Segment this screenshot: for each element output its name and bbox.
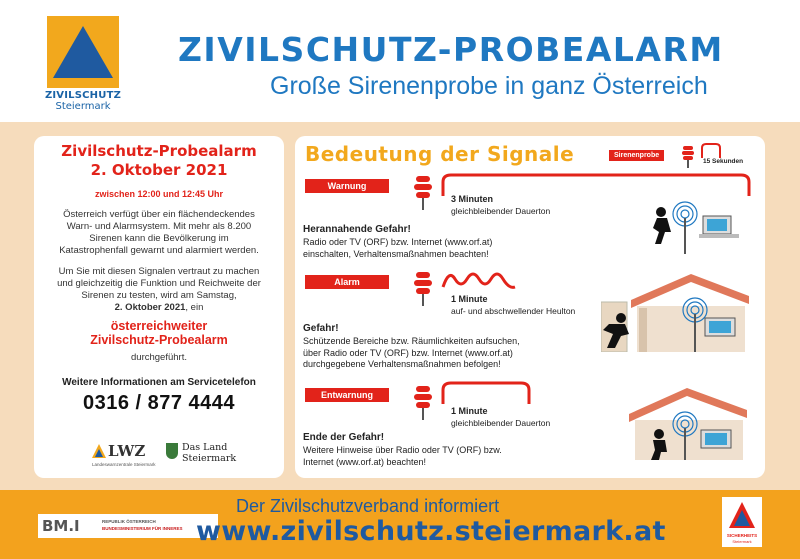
signal-desc: gleichbleibender Dauerton [451,206,551,216]
siren-icon [413,272,433,306]
event-time: zwischen 12:00 und 12:45 Uhr [94,189,224,199]
logo-square [47,16,119,88]
signal-label-warnung: Warnung [305,179,389,193]
signal-wave-entwarnung [441,380,531,404]
lwz-caption: Landeswarnzentrale Steiermark [92,462,156,467]
signal-desc: auf- und abschwellender Heulton [451,306,576,316]
legend-pulse-icon [699,142,723,158]
signal-text-line: über Radio oder TV (ORF) bzw. Internet (www.orf.at) [303,347,513,358]
land-text-1: Das Land [182,442,228,453]
page-title: ZIVILSCHUTZ-PROBEALARM [178,30,724,69]
lwz-text: LWZ [108,442,146,460]
signal-duration: 1 Minute [451,406,488,416]
signal-text-line: durchgegebene Verhaltensmaßnahmen befolgen! [303,359,501,369]
intro-line: Katastrophenfall gewarnt und alarmiert werden. [59,245,259,256]
bmi-line-1: REPUBLIK ÖSTERREICH [102,519,156,524]
done-text: durchgeführt. [131,352,187,363]
sicherheits-badge [722,497,762,547]
service-info: Weitere Informationen am Servicetelefon [62,377,256,388]
intro-line: Österreich verfügt über ein flächendeckendes [63,209,255,220]
purpose-tail: , ein [185,302,204,313]
partner-logos [92,442,237,470]
land-text-2: Steiermark [182,453,237,464]
info-panel [34,136,284,478]
purpose-paragraph [46,266,272,314]
bmi-text: BM.I [42,517,80,535]
service-phone[interactable]: 0316 / 877 4444 [82,392,236,414]
signal-text-line: Weitere Hinweise über Radio oder TV (ORF) bzw. [303,445,502,455]
badge-text-1: SICHERHEITS [726,533,758,538]
highlight-line-2: Zivilschutz-Probealarm [90,333,228,347]
signal-heading: Ende der Gefahr! [303,432,385,443]
signal-label-alarm: Alarm [305,275,389,289]
land-steiermark-logo [166,442,236,470]
purpose-date: 2. Oktober 2021 [114,302,186,313]
siren-icon [413,386,433,420]
footer [0,490,800,559]
logo-triangle-icon [47,16,119,88]
bmi-logo [38,514,218,538]
house-relief-scene-icon [625,384,751,460]
signal-text-line: einschalten, Verhaltensmaßnahmen beachten! [303,248,489,259]
signal-text [303,237,492,260]
purpose-line [46,302,272,314]
event-date: 2. Oktober 2021 [90,161,228,179]
logo-text-2: Steiermark [55,101,111,112]
purpose-line: Sirenen zu testen, wird am Samstag, [81,290,237,301]
lwz-triangle-icon [92,444,106,458]
signal-text-line: Schützende Bereiche bzw. Räumlichkeiten aufsuchen, [303,336,520,346]
siren-icon [413,176,433,210]
signal-heading: Gefahr! [303,323,339,334]
signal-wave-warnung [441,172,751,196]
siren-icon [681,146,695,168]
signals-panel [295,136,765,478]
legend-label: Sirenenprobe [609,150,664,161]
signal-duration: 3 Minuten [451,194,493,204]
footer-url-link[interactable]: www.zivilschutz.steiermark.at [196,516,666,547]
purpose-line: Um Sie mit diesen Signalen vertraut zu machen [58,266,260,277]
signal-text [303,336,520,371]
signal-text-line: Radio oder TV (ORF) bzw. Internet (www.orf.at) [303,237,493,247]
highlight-line-1: österreichweiter [110,319,208,333]
signal-duration: 1 Minute [451,294,488,304]
signal-text [303,445,502,468]
purpose-line: und gleichzeitig die Funktion und Reichweite der [57,278,261,289]
signals-title: Bedeutung der Signale [305,142,575,166]
signal-text-line: Internet (www.orf.at) beachten! [303,456,427,467]
page-subtitle: Große Sirenenprobe in ganz Österreich [270,72,708,100]
intro-paragraph [46,209,272,257]
header [0,0,800,122]
badge-text-2: Steiermark [732,539,752,544]
signal-desc: gleichbleibender Dauerton [451,418,551,428]
tv-person-scene-icon [637,198,747,254]
house-person-scene-icon [601,268,751,352]
intro-line: Warn- und Alarmsystem. Mit mehr als 8.200 [66,221,252,232]
footer-tagline: Der Zivilschutzverband informiert [236,496,500,516]
signal-heading: Herannahende Gefahr! [303,224,411,235]
bmi-line-2: BUNDESMINISTERIUM FÜR INNERES [102,526,183,531]
event-title: Zivilschutz-Probealarm [61,142,257,160]
badge-triangle-icon [727,500,757,530]
zivilschutz-logo [44,16,122,116]
logo-text-1: ZIVILSCHUTZ [44,90,122,101]
signal-label-entwarnung: Entwarnung [305,388,389,402]
intro-line: Sirenen kann die Bevölkerung im [89,233,229,244]
legend-seconds: 15 Sekunden [703,158,744,165]
signal-wave-alarm [441,267,521,291]
crest-icon [166,443,178,459]
